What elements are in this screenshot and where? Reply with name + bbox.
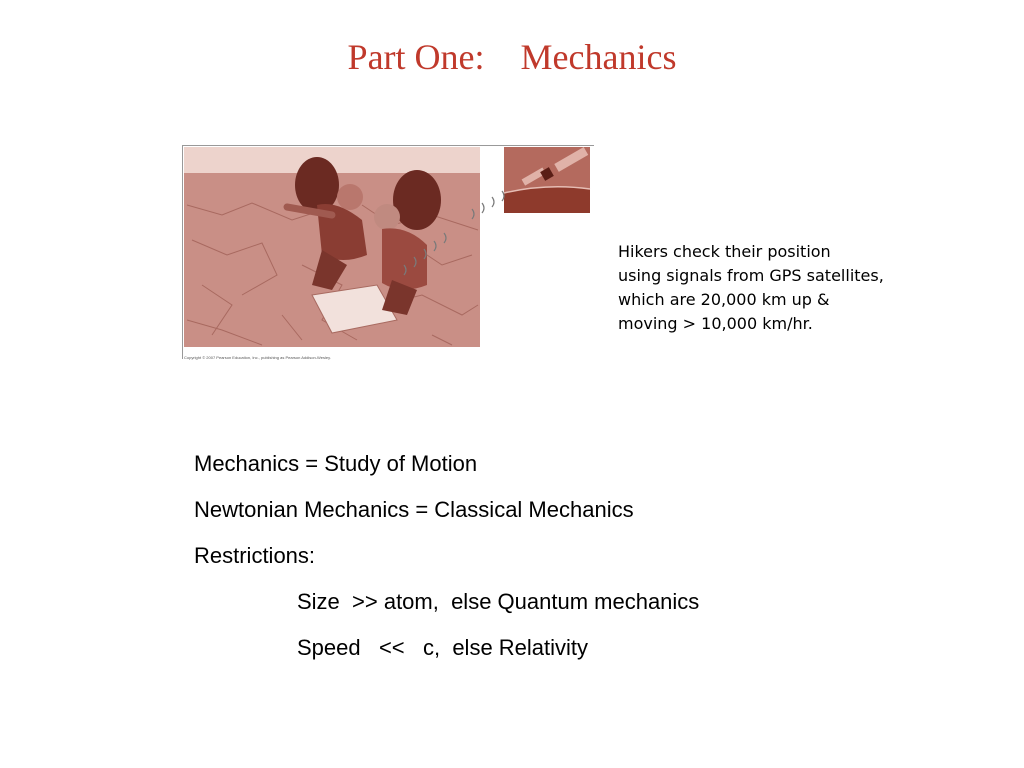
body-line-definition: Mechanics = Study of Motion (194, 451, 478, 476)
figure-copyright: Copyright © 2007 Pearson Education, Inc., publishing as Pearson Addison-Wesley. (184, 355, 331, 360)
figure-caption (618, 240, 908, 336)
hikers-satellite-illustration (182, 145, 594, 361)
body-line-size: Size >> atom, else Quantum mechanics (297, 589, 700, 614)
satellite-inset (504, 147, 590, 213)
caption-line: Hikers check their position (618, 242, 831, 261)
body-line-restrictions: Restrictions: (194, 543, 316, 568)
caption-line: which are 20,000 km up & (618, 290, 830, 309)
gps-hikers-figure (182, 145, 594, 361)
caption-line: moving > 10,000 km/hr. (618, 314, 813, 333)
caption-line: using signals from GPS satellites, (618, 266, 884, 285)
body-line-speed: Speed << c, else Relativity (297, 635, 589, 660)
slide-body (194, 448, 894, 678)
slide-title: Part One: Mechanics (347, 37, 677, 77)
body-line-newtonian: Newtonian Mechanics = Classical Mechanics (194, 497, 634, 522)
